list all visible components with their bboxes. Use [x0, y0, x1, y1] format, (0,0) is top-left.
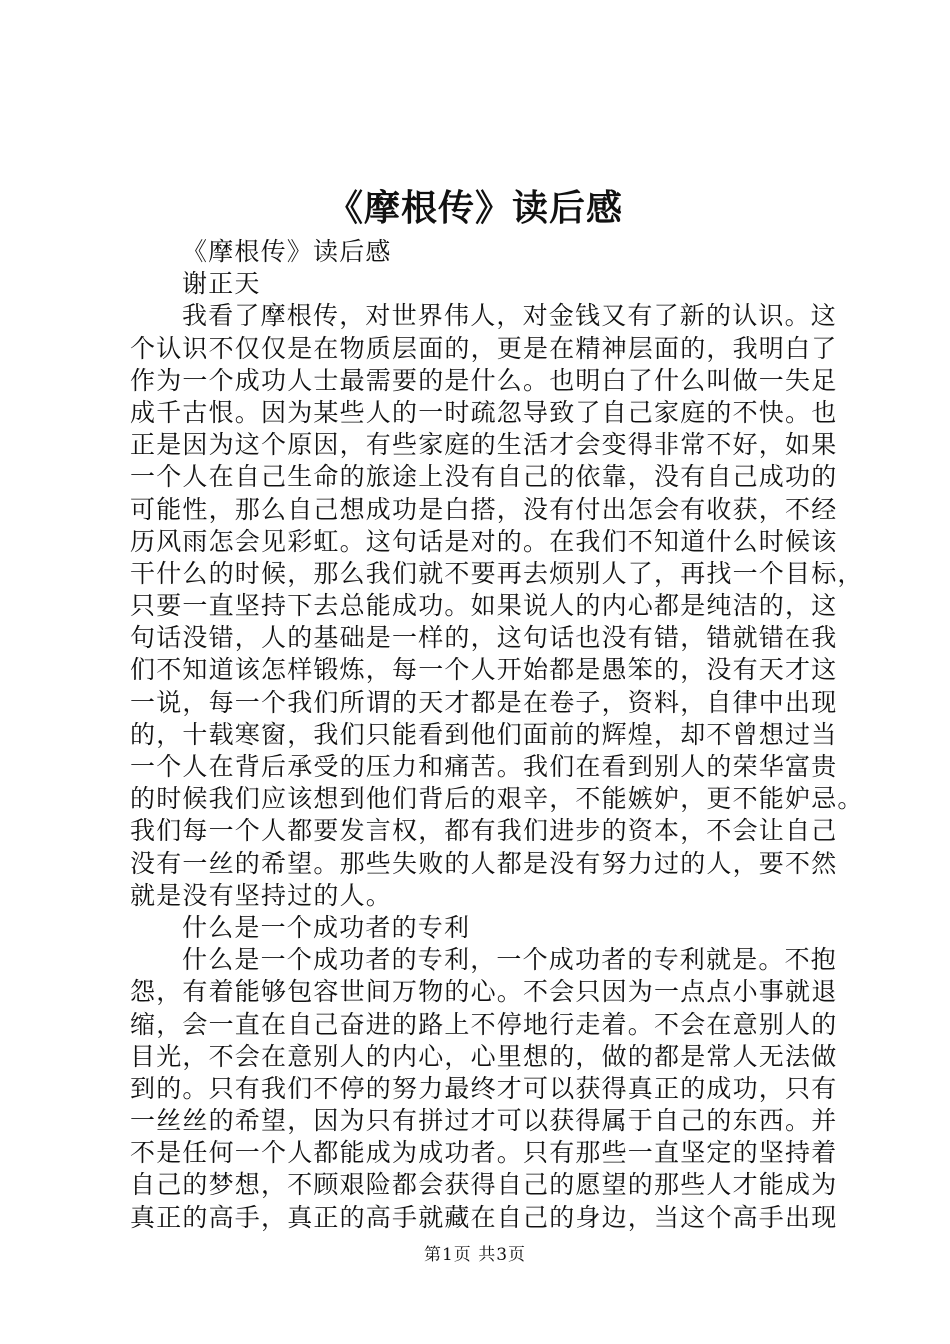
paragraph-line: 个认识不仅仅是在物质层面的，更是在精神层面的，我明白了 [130, 333, 838, 363]
paragraph-line: 缩，会一直在自己奋进的路上不停地行走着。不会在意别人的 [130, 1009, 838, 1039]
paragraph-line: 只要一直坚持下去总能成功。如果说人的内心都是纯洁的，这 [130, 591, 838, 621]
paragraph-line: 就是没有坚持过的人。 [130, 880, 393, 910]
paragraph-line: 真正的高手，真正的高手就藏在自己的身边，当这个高手出现 [130, 1202, 838, 1232]
paragraph-line: 一个人在自己生命的旅途上没有自己的依靠，没有自己成功的 [130, 462, 838, 492]
paragraph-line: 历风雨怎会见彩虹。这句话是对的。在我们不知道什么时候该 [130, 526, 838, 556]
paragraph-line: 的，十载寒窗，我们只能看到他们面前的辉煌，却不曾想过当 [130, 719, 838, 749]
paragraph-line: 们不知道该怎样锻炼，每一个人开始都是愚笨的，没有天才这 [130, 655, 838, 685]
paragraph-line: 一个人在背后承受的压力和痛苦。我们在看到别人的荣华富贵 [130, 752, 838, 781]
paragraph-1 [130, 300, 864, 912]
paragraph-line: 怨，有着能够包容世间万物的心。不会只因为一点点小事就退 [130, 977, 838, 1007]
paragraph-line: 的时候我们应该想到他们背后的艰辛，不能嫉妒，更不能妒忌。 [130, 784, 864, 814]
document-body [130, 236, 864, 1234]
paragraph-line: 成千古恨。因为某些人的一时疏忽导致了自己家庭的不快。也 [130, 397, 838, 427]
paragraph-line: 正是因为这个原因，有些家庭的生活才会变得非常不好，如果 [130, 430, 838, 460]
paragraph-line: 不是任何一个人都能成为成功者。只有那些一直坚定的坚持着 [130, 1138, 838, 1168]
subtitle-line: 《摩根传》读后感 [182, 237, 392, 266]
paragraph-line: 干什么的时候，那么我们就不要再去烦别人了，再找一个目标， [130, 558, 864, 588]
document-title: 《摩根传》读后感 [326, 187, 623, 229]
paragraph-2 [130, 944, 838, 1234]
paragraph-line: 我们每一个人都要发言权，都有我们进步的资本，不会让自己 [130, 816, 838, 846]
paragraph-line: 什么是一个成功者的专利，一个成功者的专利就是。不抱 [182, 945, 838, 975]
section-heading: 什么是一个成功者的专利 [182, 912, 471, 942]
paragraph-line: 目光，不会在意别人的内心，心里想的，做的都是常人无法做 [130, 1041, 838, 1071]
paragraph-line: 没有一丝的希望。那些失败的人都是没有努力过的人，要不然 [130, 848, 838, 878]
paragraph-line: 到的。只有我们不停的努力最终才可以获得真正的成功，只有 [130, 1073, 838, 1103]
paragraph-line: 一说，每一个我们所谓的天才都是在卷子，资料，自律中出现 [130, 687, 838, 717]
paragraph-line: 自己的梦想，不顾艰险都会获得自己的愿望的那些人才能成为 [130, 1170, 838, 1200]
author-line: 谢正天 [182, 269, 261, 299]
paragraph-line: 可能性，那么自己想成功是白搭，没有付出怎会有收获，不经 [130, 494, 838, 524]
paragraph-line: 作为一个成功人士最需要的是什么。也明白了什么叫做一失足 [130, 365, 838, 395]
paragraph-line: 我看了摩根传，对世界伟人，对金钱又有了新的认识。这 [182, 301, 838, 331]
paragraph-line: 一丝丝的希望，因为只有拼过才可以获得属于自己的东西。并 [130, 1106, 838, 1136]
page-indicator: 第1页 共3页 [423, 1245, 527, 1265]
paragraph-line: 句话没错，人的基础是一样的，这句话也没有错，错就错在我 [130, 623, 838, 653]
